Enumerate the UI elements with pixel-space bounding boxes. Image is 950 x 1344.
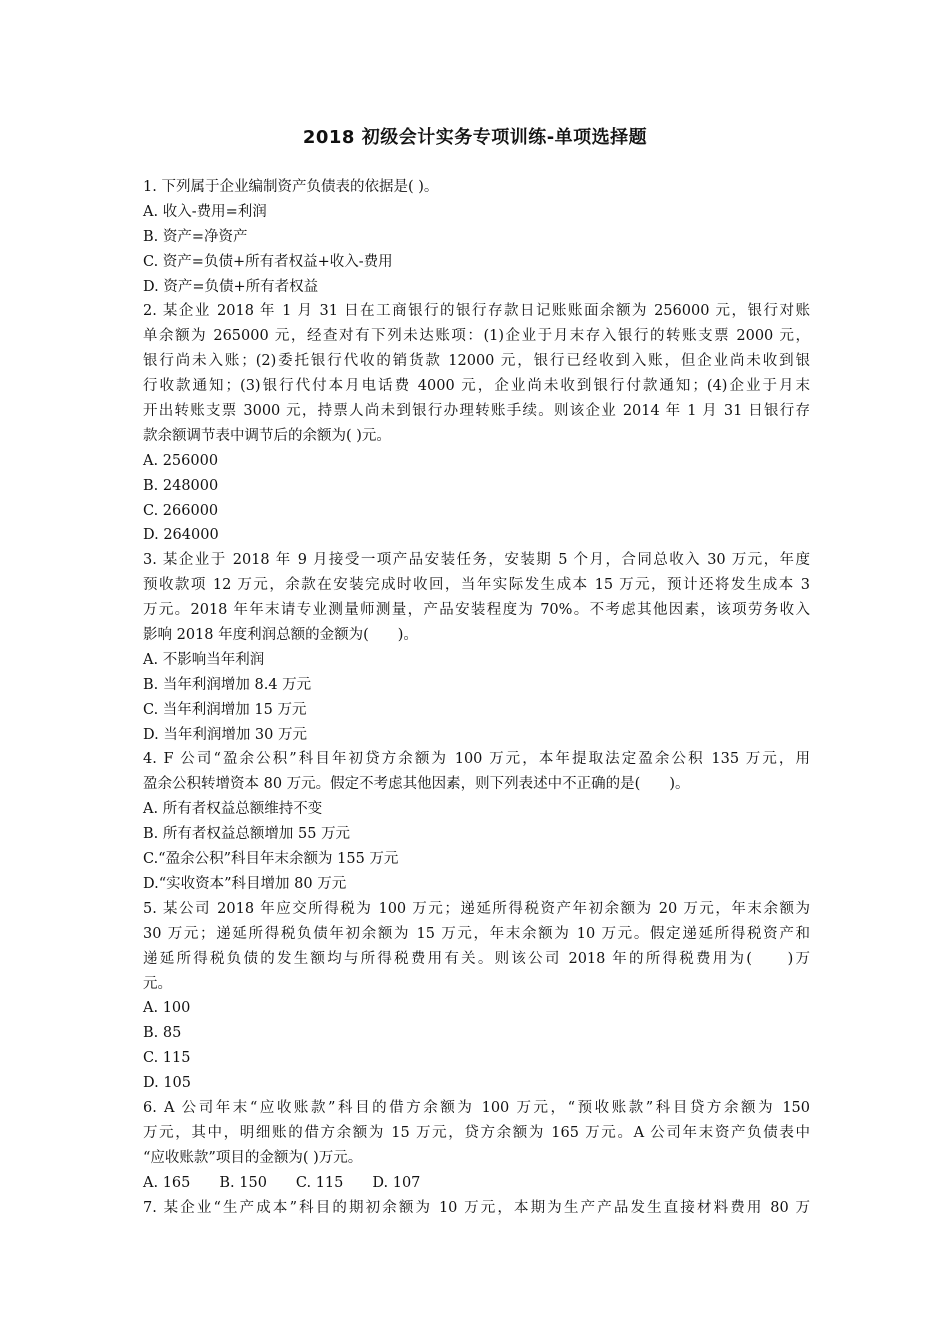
text-line: B. 当年利润增加 8.4 万元	[143, 676, 312, 693]
text-line: 单余额为 265000 元，经查对有下列未达账项：(1)企业于月末存入银行的转账支票 2000 元，	[143, 328, 810, 345]
text-line: 影响 2018 年度利润总额的金额为( )。	[143, 627, 418, 644]
text-line: A. 所有者权益总额维持不变	[143, 801, 323, 818]
text-line: A. 收入-费用=利润	[143, 203, 267, 220]
text-line: 开出转账支票 3000 元，持票人尚未到银行办理转账手续。则该企业 2014 年 1 月 31 日银行存	[143, 403, 810, 420]
text-line: D. 当年利润增加 30 万元	[143, 726, 307, 743]
text-line: B. 所有者权益总额增加 55 万元	[143, 826, 351, 843]
text-line: C.“盈余公积”科目年末余额为 155 万元	[143, 851, 399, 868]
text-line: 盈余公积转增资本 80 万元。假定不考虑其他因素，则下列表述中不正确的是( )。	[143, 776, 690, 793]
text-line: C. 资产=负债+所有者权益+收入-费用	[143, 253, 393, 270]
text-line: C. 当年利润增加 15 万元	[143, 701, 307, 718]
text-line: D. 105	[143, 1075, 192, 1092]
document-title: 2018 初级会计实务专项训练-单项选择题	[302, 127, 648, 148]
text-line: 万元。2018 年年末请专业测量师测量，产品安装程度为 70%。不考虑其他因素，该项劳务收入	[143, 602, 810, 619]
text-line: 1. 下列属于企业编制资产负债表的依据是( )。	[143, 179, 439, 195]
text-line: 2. 某企业 2018 年 1 月 31 日在工商银行的银行存款日记账账面余额为 256000 元，银行对账	[143, 303, 810, 320]
text-line: D. 资产=负债+所有者权益	[143, 278, 319, 295]
document-body	[143, 175, 810, 1220]
text-line: 预收款项 12 万元，余款在安装完成时收回，当年实际发生成本 15 万元，预计还将发生成本 3	[143, 577, 810, 594]
text-line: “应收账款”项目的金额为( )万元。	[143, 1149, 363, 1166]
text-line: B. 248000	[143, 477, 219, 494]
text-line: A. 165 B. 150 C. 115 D. 107	[143, 1174, 421, 1191]
text-line: C. 266000	[143, 502, 219, 519]
text-line: 30 万元；递延所得税负债年初余额为 15 万元，年末余额为 10 万元。假定递延所得税资产和	[143, 925, 810, 942]
text-line: B. 资产=净资产	[143, 228, 248, 245]
text-line: 元。	[143, 975, 172, 992]
text-line: 3. 某企业于 2018 年 9 月接受一项产品安装任务，安装期 5 个月，合同总收入 30 万元，年度	[143, 552, 810, 569]
text-line: D.“实收资本”科目增加 80 万元	[143, 875, 347, 892]
text-line: 5. 某公司 2018 年应交所得税为 100 万元；递延所得税资产年初余额为 20 万元，年末余额为	[143, 900, 810, 917]
text-line: 款余额调节表中调节后的余额为( )元。	[143, 427, 391, 444]
text-line: 万元，其中，明细账的借方余额为 15 万元，贷方余额为 165 万元。A 公司年末资产负债表中	[143, 1124, 810, 1141]
text-line: 7. 某企业“生产成本”科目的期初余额为 10 万元，本期为生产产品发生直接材料费用 80 万	[143, 1199, 810, 1216]
text-line: 银行尚未入账；(2)委托银行代收的销货款 12000 元，银行已经收到入账，但企业尚未收到银	[143, 353, 810, 370]
text-line: A. 256000	[143, 452, 219, 469]
text-line: 行收款通知；(3)银行代付本月电话费 4000 元，企业尚未收到银行付款通知；(4)企业于月末	[143, 378, 810, 395]
text-line: D. 264000	[143, 527, 219, 544]
text-line: 6. A 公司年末“应收账款”科目的借方余额为 100 万元，“预收账款”科目贷方余额为 150	[143, 1099, 810, 1116]
text-line: B. 85	[143, 1025, 182, 1042]
text-line: A. 不影响当年利润	[143, 651, 265, 668]
text-line: 4. F 公司“盈余公积”科目年初贷方余额为 100 万元，本年提取法定盈余公积 135 万元，用	[143, 751, 810, 768]
text-line: C. 115	[143, 1050, 191, 1067]
text-line: A. 100	[143, 1000, 191, 1017]
text-line: 递延所得税负债的发生额均与所得税费用有关。则该公司 2018 年的所得税费用为( )万	[143, 950, 810, 967]
